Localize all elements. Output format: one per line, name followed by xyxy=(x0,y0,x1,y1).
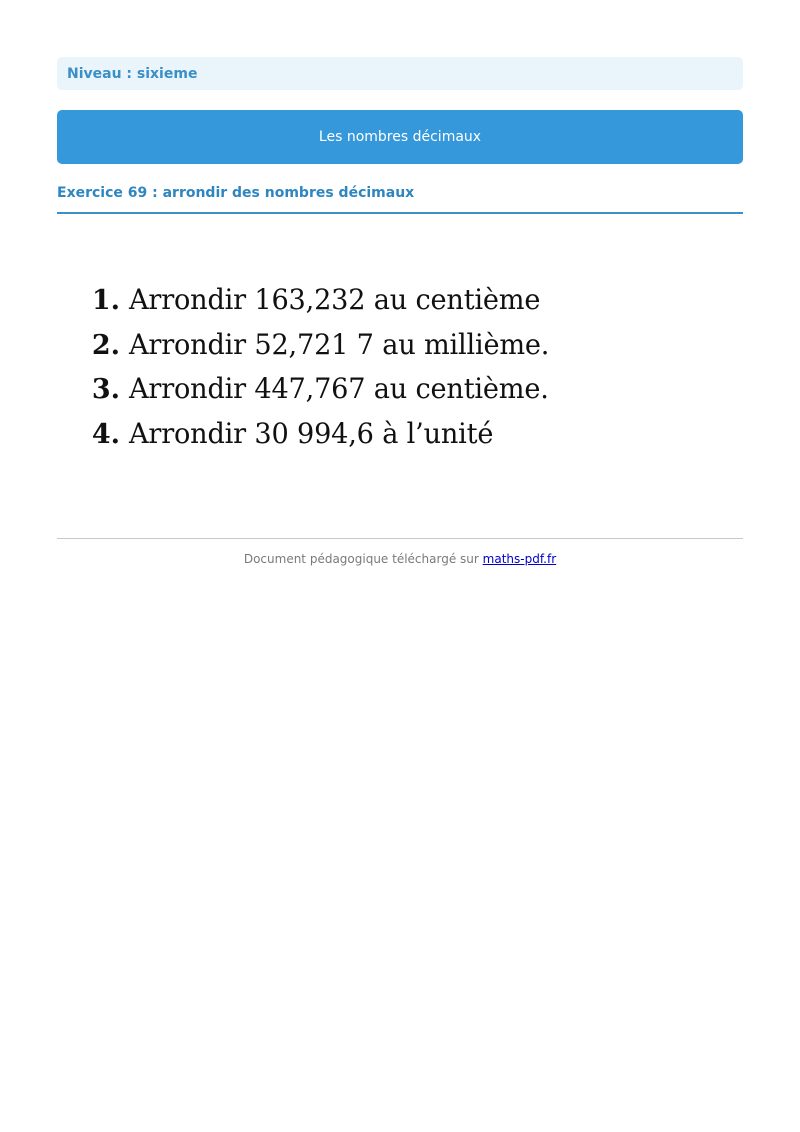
item-number: 2. xyxy=(91,329,120,361)
footer-divider xyxy=(57,538,743,539)
footer-text: Document pédagogique téléchargé sur xyxy=(243,552,479,566)
footer xyxy=(57,552,743,566)
item-number: 4. xyxy=(91,418,120,450)
exercise-item xyxy=(70,280,562,325)
exercise-item xyxy=(70,369,562,414)
exercise-title-text: Exercice 69 : arrondir des nombres décimaux xyxy=(57,185,415,201)
chapter-banner xyxy=(57,110,743,164)
item-text: Arrondir 30 994,6 à l’unité xyxy=(128,416,494,450)
exercise-heading xyxy=(57,185,743,214)
level-label: Niveau : sixieme xyxy=(67,65,198,82)
exercise-list xyxy=(70,280,562,458)
item-text: Arrondir 447,767 au centième. xyxy=(128,372,549,405)
item-text: Arrondir 163,232 au centième xyxy=(128,283,541,316)
item-number: 1. xyxy=(91,285,120,316)
footer-link[interactable]: maths-pdf.fr xyxy=(482,552,557,566)
item-text: Arrondir 52,721 7 au millième. xyxy=(128,327,550,361)
level-banner xyxy=(57,57,743,90)
chapter-title: Les nombres décimaux xyxy=(318,129,482,145)
exercise-item xyxy=(70,325,562,370)
exercise-item xyxy=(70,414,562,459)
item-number: 3. xyxy=(91,374,120,405)
